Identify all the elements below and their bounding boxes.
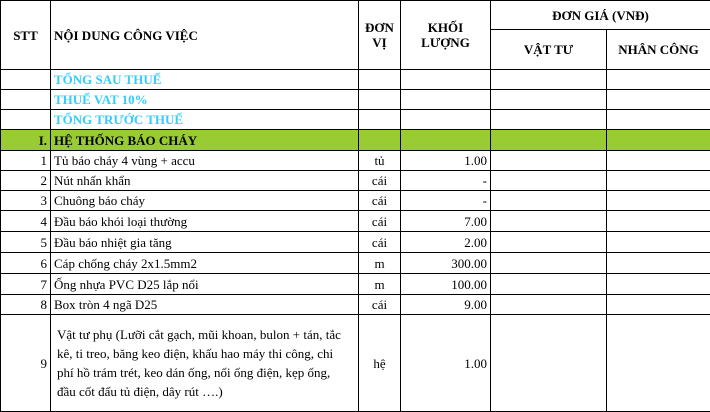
row-name: Đầu báo nhiệt gia tăng [51,232,359,253]
row-nhan-cong [607,274,710,295]
row-unit: cái [359,211,401,232]
row-vat-tu [491,253,607,274]
header-stt: STT [1,1,51,70]
row-unit: tủ [359,151,401,171]
summary-tong-truoc-thue: TỔNG TRƯỚC THUẾ [51,110,359,130]
row-nhan-cong [607,232,710,253]
row-qty: 1.00 [401,315,491,412]
row-name: Vật tư phụ (Lưỡi cắt gạch, mũi khoan, bulon + tán, tắc kê, ti treo, băng keo điện, khấu hao máy thi công, chi phí hồ trám trét, keo dán ống, nối ống điện, kẹp ống, đầu cốt đấu tủ điện, dây rút ….) [51,315,359,412]
row-vat-tu [491,171,607,191]
row-unit: hệ [359,315,401,412]
row-name: Box tròn 4 ngã D25 [51,295,359,315]
header-don-vi-line2: VỊ [362,35,397,50]
row-stt: 9 [1,315,51,412]
row-name: Nút nhấn khẩn [51,171,359,191]
table-row [1,211,710,232]
row-vat-tu [491,191,607,211]
summary-thue-vat: THUẾ VAT 10% [51,90,359,110]
row-nhan-cong [607,295,710,315]
table-row [1,315,710,412]
row-qty: 7.00 [401,211,491,232]
row-unit: m [359,274,401,295]
row-nhan-cong [607,211,710,232]
row-vat-tu [491,151,607,171]
row-qty: - [401,171,491,191]
row-nhan-cong [607,315,710,412]
row-qty: 1.00 [401,151,491,171]
row-name: Cáp chống cháy 2x1.5mm2 [51,253,359,274]
row-stt: 3 [1,191,51,211]
table-row [1,253,710,274]
row-nhan-cong [607,191,710,211]
row-vat-tu [491,232,607,253]
summary-tong-sau-thue: TỔNG SAU THUẾ [51,70,359,90]
row-qty: 9.00 [401,295,491,315]
section-number: I. [1,130,51,151]
row-name: Chuông báo cháy [51,191,359,211]
header-don-gia: ĐƠN GIÁ (VNĐ) [491,1,710,30]
header-don-vi-line1: ĐƠN [362,20,397,35]
row-vat-tu [491,295,607,315]
row-stt: 1 [1,151,51,171]
table-row [1,191,710,211]
row-vat-tu [491,211,607,232]
header-vat-tu: VẬT TƯ [491,30,607,70]
header-khoi-luong-line2: LƯỢNG [404,35,487,50]
row-vat-tu [491,274,607,295]
summary-row-tong-truoc-thue [1,110,710,130]
table-row [1,232,710,253]
row-nhan-cong [607,171,710,191]
row-qty: - [401,191,491,211]
row-nhan-cong [607,151,710,171]
row-name: Đầu báo khói loại thường [51,211,359,232]
table-row [1,274,710,295]
row-unit: cái [359,191,401,211]
section-row [1,130,710,151]
summary-row-thue-vat [1,90,710,110]
section-title: HỆ THỐNG BÁO CHÁY [51,130,359,151]
header-khoi-luong [401,1,491,70]
header-don-vi [359,1,401,70]
row-unit: cái [359,232,401,253]
header-khoi-luong-line1: KHỐI [404,20,487,35]
row-qty: 300.00 [401,253,491,274]
row-vat-tu [491,315,607,412]
row-stt: 5 [1,232,51,253]
header-nhan-cong: NHÂN CÔNG [607,30,710,70]
row-unit: cái [359,171,401,191]
table-row [1,151,710,171]
row-name: Tủ báo cháy 4 vùng + accu [51,151,359,171]
row-qty: 100.00 [401,274,491,295]
summary-row-tong-sau-thue [1,70,710,90]
row-qty: 2.00 [401,232,491,253]
row-stt: 4 [1,211,51,232]
row-nhan-cong [607,253,710,274]
header-noi-dung: NỘI DUNG CÔNG VIỆC [51,1,359,70]
table-row [1,171,710,191]
row-name: Ống nhựa PVC D25 lắp nổi [51,274,359,295]
table-row [1,295,710,315]
row-stt: 8 [1,295,51,315]
row-stt: 2 [1,171,51,191]
row-stt: 7 [1,274,51,295]
row-stt: 6 [1,253,51,274]
row-unit: m [359,253,401,274]
row-unit: cái [359,295,401,315]
